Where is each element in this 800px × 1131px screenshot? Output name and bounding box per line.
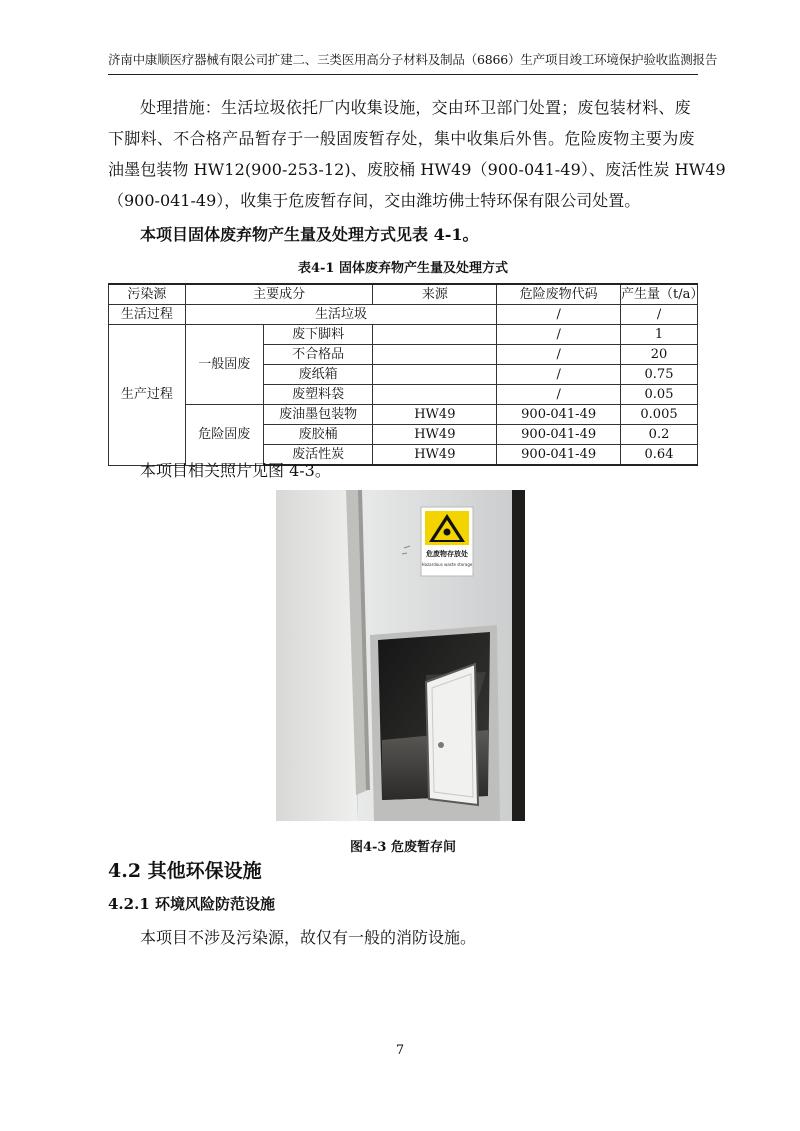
table-cell: 废胶桶: [263, 425, 373, 445]
header-cell: 产生量（t/a）: [621, 284, 698, 305]
table-cell: /: [497, 365, 621, 385]
table-cell: 危险固废: [185, 405, 263, 466]
table-cell: [373, 345, 497, 365]
table-cell: HW49: [373, 405, 497, 425]
table-intro: 本项目固体废弃物产生量及处理方式见表 4-1。: [140, 225, 479, 244]
table-cell: /: [497, 325, 621, 345]
table-cell: 废塑料袋: [263, 385, 373, 405]
subsection-heading: 4.2.1 环境风险防范设施: [108, 895, 275, 913]
table-cell: 生产过程: [109, 325, 186, 466]
header-divider: [108, 74, 698, 75]
table-header-row: [109, 284, 698, 305]
table-row: [109, 305, 698, 325]
table-cell: 生活过程: [109, 305, 186, 325]
table-row: [109, 405, 698, 425]
storage-room-illustration: [276, 490, 525, 821]
table-cell: 900-041-49: [497, 405, 621, 425]
table-cell: 0.75: [621, 365, 698, 385]
page-number: 7: [395, 1043, 405, 1058]
paragraph-line: 油墨包装物 HW12(900-253-12)、废胶桶 HW49（900-041-49）、废活性炭 HW49: [108, 160, 726, 179]
table-cell: 0.05: [621, 385, 698, 405]
header-cell: 主要成分: [185, 284, 373, 305]
page-header: 济南中康顺医疗器械有限公司扩建二、三类医用高分子材料及制品（6866）生产项目竣工环境保护验收监测报告: [108, 52, 718, 67]
section-heading: 4.2 其他环保设施: [108, 860, 262, 882]
table-cell: 1: [621, 325, 698, 345]
table-cell: HW49: [373, 445, 497, 466]
table-cell: 废纸箱: [263, 365, 373, 385]
table-cell: 不合格品: [263, 345, 373, 365]
paragraph-line: 下脚料、不合格产品暂存于一般固废暂存处，集中收集后外售。危险废物主要为废: [108, 129, 695, 148]
table-cell: 废下脚料: [263, 325, 373, 345]
sign-title: 危废物存放处: [426, 550, 468, 558]
table-cell: 废油墨包装物: [263, 405, 373, 425]
header-cell: 危险废物代码: [497, 284, 621, 305]
sign-subtitle: Hazardous waste storage: [421, 562, 473, 567]
table-cell: 900-041-49: [497, 445, 621, 466]
header-cell: 污染源: [109, 284, 186, 305]
table-cell: 900-041-49: [497, 425, 621, 445]
table-cell: /: [497, 385, 621, 405]
table-cell: HW49: [373, 425, 497, 445]
paragraph-line: （900-041-49），收集于危废暂存间，交由潍坊佛士特环保有限公司处置。: [108, 191, 641, 210]
table-row: [109, 325, 698, 345]
table-cell: 20: [621, 345, 698, 365]
subsection-text: 本项目不涉及污染源，故仅有一般的消防设施。: [140, 928, 477, 947]
table-cell: /: [621, 305, 698, 325]
table-cell: 废活性炭: [263, 445, 373, 466]
table-cell: 一般固废: [185, 325, 263, 405]
table-cell: /: [497, 305, 621, 325]
waste-table: [108, 283, 704, 466]
table-cell: [373, 385, 497, 405]
storage-room-photo: [276, 490, 525, 821]
table-cell: 生活垃圾: [185, 305, 496, 325]
table-cell: [373, 365, 497, 385]
table-cell: [373, 325, 497, 345]
table-caption: 表4-1 固体废弃物产生量及处理方式: [297, 261, 508, 276]
figure-caption: 图4-3 危废暂存间: [349, 840, 456, 855]
hazard-sign: [421, 507, 473, 576]
photo-reference: 本项目相关照片见图 4-3。: [140, 461, 331, 480]
paragraph-line: 处理措施：生活垃圾依托厂内收集设施，交由环卫部门处置；废包装材料、废: [140, 98, 691, 117]
table-cell: 0.2: [621, 425, 698, 445]
disposal-paragraph: [108, 92, 726, 216]
table-cell: /: [497, 345, 621, 365]
table-cell: 0.005: [621, 405, 698, 425]
header-cell: 来源: [373, 284, 497, 305]
table-cell: 0.64: [621, 445, 698, 466]
